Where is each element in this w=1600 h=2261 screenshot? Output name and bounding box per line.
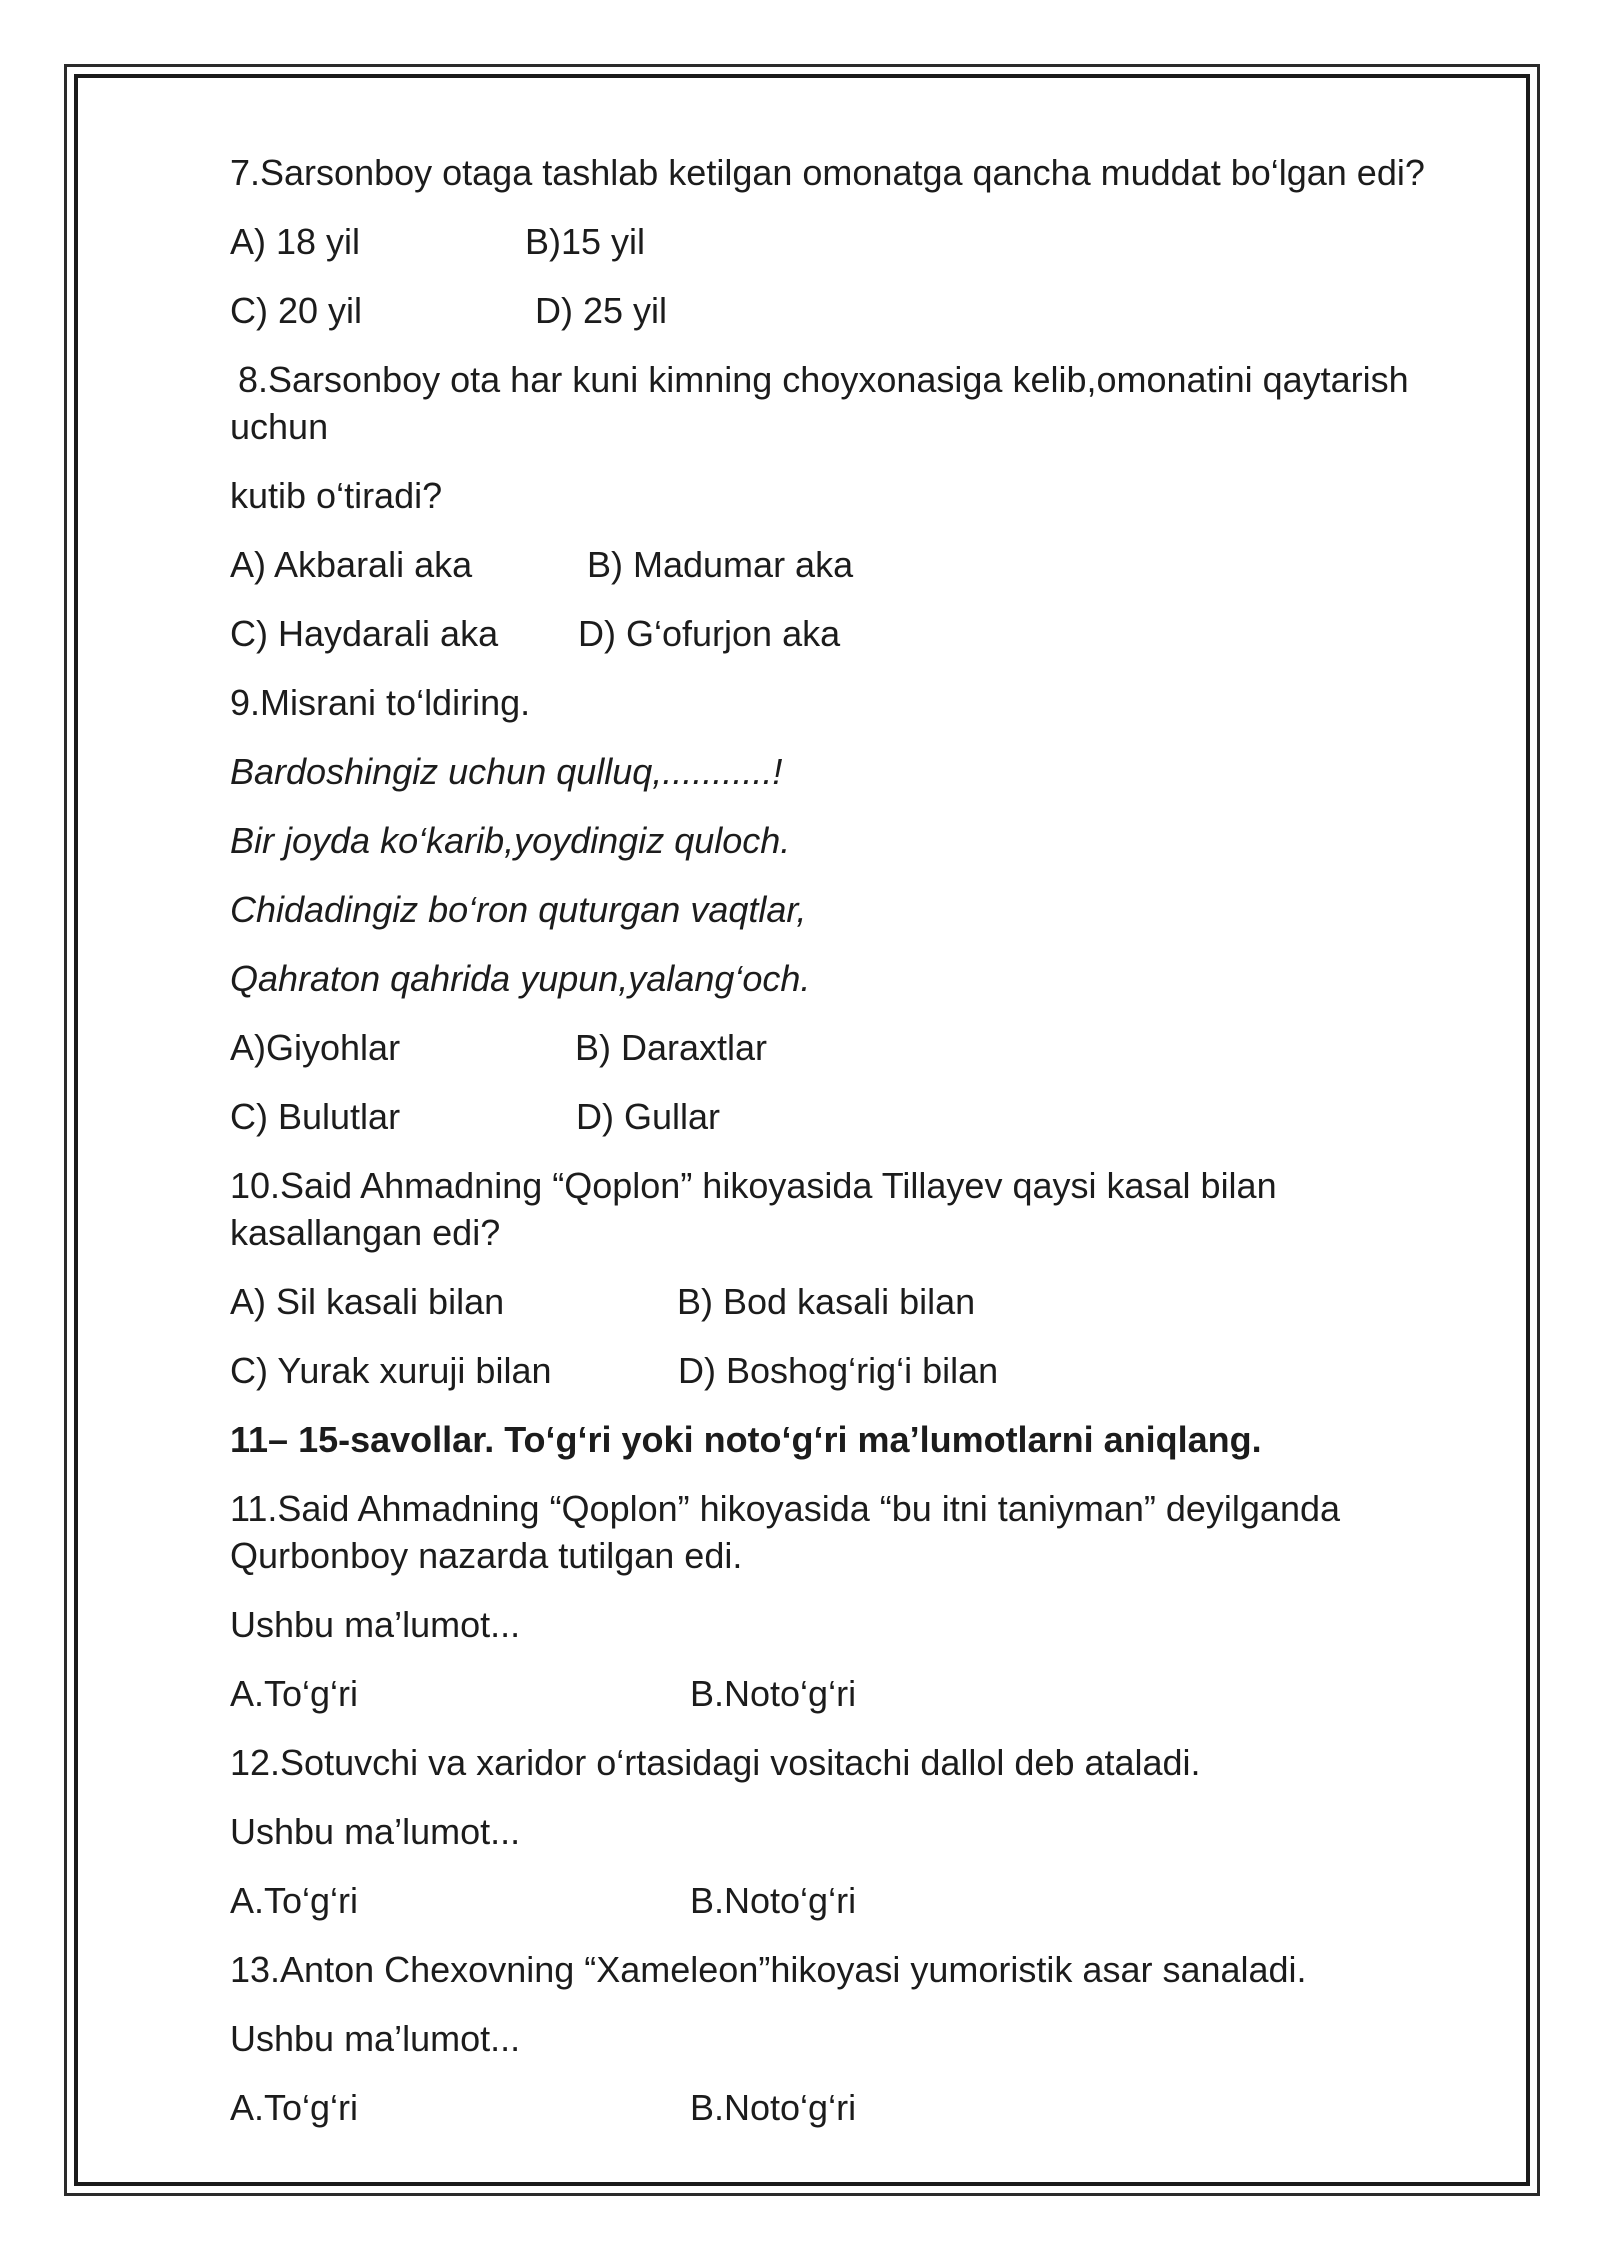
question-11-prompt: Ushbu ma’lumot... xyxy=(230,1604,521,1645)
question-10-option-a: A) Sil kasali bilan xyxy=(230,1281,505,1322)
question-9-option-a: A)Giyohlar xyxy=(230,1027,401,1068)
question-8-text-line-3: kutib o‘tiradi? xyxy=(230,475,443,516)
question-9-option-c: C) Bulutlar xyxy=(230,1096,401,1137)
question-12-prompt: Ushbu ma’lumot... xyxy=(230,1811,521,1852)
question-8-text-line-1: 8.Sarsonboy ota har kuni kimning choyxonasiga kelib,omonatini qaytarish xyxy=(238,359,1409,400)
question-10-text-line-1: 10.Said Ahmadning “Qoplon” hikoyasida Tillayev qaysi kasal bilan xyxy=(230,1165,1277,1206)
question-12-option-b: B.Noto‘g‘ri xyxy=(690,1880,857,1921)
section-header: 11– 15-savollar. To‘g‘ri yoki noto‘g‘ri ma’lumotlarni aniqlang. xyxy=(230,1419,1262,1460)
question-12-text: 12.Sotuvchi va xaridor o‘rtasidagi vositachi dallol deb ataladi. xyxy=(230,1742,1201,1783)
question-7-option-a: A) 18 yil xyxy=(230,221,361,262)
question-12-option-a: A.To‘g‘ri xyxy=(230,1880,359,1921)
verse-line-2: Bir joyda ko‘karib,yoydingiz quloch. xyxy=(230,820,791,861)
question-8-option-b: B) Madumar aka xyxy=(587,544,854,585)
verse-line-4: Qahraton qahrida yupun,yalang‘och. xyxy=(230,958,811,999)
question-8-option-d: D) G‘ofurjon aka xyxy=(578,613,841,654)
question-9-option-d: D) Gullar xyxy=(576,1096,721,1137)
question-7-option-b: B)15 yil xyxy=(525,221,646,262)
question-9-text: 9.Misrani to‘ldiring. xyxy=(230,682,531,723)
question-7-option-c: C) 20 yil xyxy=(230,290,363,331)
question-9-option-b: B) Daraxtlar xyxy=(575,1027,768,1068)
question-11-text-line-1: 11.Said Ahmadning “Qoplon” hikoyasida “bu itni taniyman” deyilganda xyxy=(230,1488,1341,1529)
question-8-option-c: C) Haydarali aka xyxy=(230,613,499,654)
question-10-text-line-2: kasallangan edi? xyxy=(230,1212,501,1253)
question-13-text: 13.Anton Chexovning “Xameleon”hikoyasi yumoristik asar sanaladi. xyxy=(230,1949,1307,1990)
question-13-option-a: A.To‘g‘ri xyxy=(230,2087,359,2128)
question-10-option-c: C) Yurak xuruji bilan xyxy=(230,1350,552,1391)
question-13-prompt: Ushbu ma’lumot... xyxy=(230,2018,521,2059)
question-11-option-b: B.Noto‘g‘ri xyxy=(690,1673,857,1714)
question-7-text: 7.Sarsonboy otaga tashlab ketilgan omonatga qancha muddat bo‘lgan edi? xyxy=(230,152,1425,193)
question-8-option-a: A) Akbarali aka xyxy=(230,544,473,585)
verse-line-3: Chidadingiz bo‘ron quturgan vaqtlar, xyxy=(230,889,807,930)
verse-line-1: Bardoshingiz uchun qulluq,...........! xyxy=(230,751,783,792)
question-11-text-line-2: Qurbonboy nazarda tutilgan edi. xyxy=(230,1535,743,1576)
question-10-option-d: D) Boshog‘rig‘i bilan xyxy=(678,1350,999,1391)
question-7-option-d: D) 25 yil xyxy=(535,290,668,331)
question-10-option-b: B) Bod kasali bilan xyxy=(677,1281,976,1322)
question-13-option-b: B.Noto‘g‘ri xyxy=(690,2087,857,2128)
question-8-text-line-2: uchun xyxy=(230,406,329,447)
question-11-option-a: A.To‘g‘ri xyxy=(230,1673,359,1714)
